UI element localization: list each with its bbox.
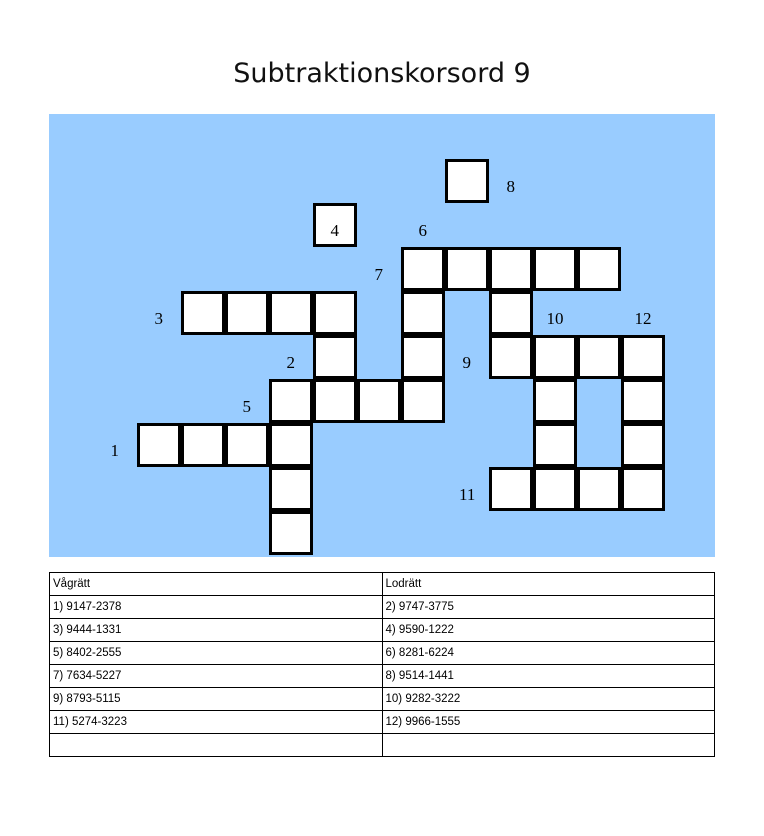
clue-row <box>50 596 715 619</box>
clue-number: 12 <box>634 309 652 328</box>
down-clue <box>382 734 715 757</box>
grid-cell[interactable] <box>401 291 445 335</box>
grid-cell[interactable] <box>269 291 313 335</box>
clue-number: 3 <box>154 309 163 328</box>
clue-number: 5 <box>242 397 251 416</box>
clue-row <box>50 619 715 642</box>
grid-cell[interactable] <box>533 379 577 423</box>
across-clue: 7) 7634-5227 <box>50 665 383 688</box>
grid-cell[interactable] <box>313 335 357 379</box>
grid-cell[interactable] <box>401 247 445 291</box>
grid-cell[interactable] <box>489 247 533 291</box>
grid-cell[interactable] <box>577 335 621 379</box>
grid-cell[interactable] <box>533 247 577 291</box>
grid-cell[interactable] <box>533 335 577 379</box>
grid-cell[interactable] <box>269 423 313 467</box>
grid-cell[interactable] <box>445 247 489 291</box>
grid-cell[interactable] <box>137 423 181 467</box>
grid-cell[interactable] <box>313 291 357 335</box>
clue-row-empty <box>50 734 715 757</box>
down-clue: 2) 9747-3775 <box>382 596 715 619</box>
across-clue: 9) 8793-5115 <box>50 688 383 711</box>
clue-number: 7 <box>374 265 383 284</box>
clue-number: 11 <box>459 485 476 504</box>
grid-cell[interactable] <box>533 467 577 511</box>
grid-cell[interactable] <box>621 467 665 511</box>
down-clue: 4) 9590-1222 <box>382 619 715 642</box>
down-clue: 12) 9966-1555 <box>382 711 715 734</box>
across-clue: 1) 9147-2378 <box>50 596 383 619</box>
grid-cell[interactable] <box>489 335 533 379</box>
grid-cell[interactable] <box>621 379 665 423</box>
grid-cell[interactable] <box>489 467 533 511</box>
grid-cell[interactable] <box>225 291 269 335</box>
down-header: Lodrätt <box>382 573 715 596</box>
clue-number: 1 <box>110 441 119 460</box>
across-clue: 11) 5274-3223 <box>50 711 383 734</box>
clue-row <box>50 642 715 665</box>
clue-number: 8 <box>506 177 515 196</box>
crossword-grid <box>49 114 715 557</box>
grid-cell[interactable] <box>269 379 313 423</box>
clue-row <box>50 711 715 734</box>
grid-cell[interactable] <box>621 335 665 379</box>
down-clue: 8) 9514-1441 <box>382 665 715 688</box>
clue-row <box>50 665 715 688</box>
page-title: Subtraktionskorsord 9 <box>233 58 531 89</box>
grid-cell[interactable] <box>445 159 489 203</box>
grid-cell[interactable] <box>577 247 621 291</box>
across-clue <box>50 734 383 757</box>
grid-cell[interactable] <box>489 291 533 335</box>
grid-cell[interactable] <box>577 467 621 511</box>
clue-number: 4 <box>330 221 339 240</box>
down-clue: 10) 9282-3222 <box>382 688 715 711</box>
across-clue: 3) 9444-1331 <box>50 619 383 642</box>
grid-cell[interactable] <box>401 379 445 423</box>
clue-number: 2 <box>286 353 295 372</box>
clue-table <box>49 572 715 757</box>
grid-cell[interactable] <box>225 423 269 467</box>
across-clue: 5) 8402-2555 <box>50 642 383 665</box>
grid-cell[interactable] <box>533 423 577 467</box>
clue-row <box>50 688 715 711</box>
across-header: Vågrätt <box>50 573 383 596</box>
grid-cell[interactable] <box>269 467 313 511</box>
grid-cell[interactable] <box>357 379 401 423</box>
clue-number: 9 <box>462 353 471 372</box>
grid-cell[interactable] <box>401 335 445 379</box>
grid-cell[interactable] <box>269 511 313 555</box>
clue-header-row <box>50 573 715 596</box>
clue-number: 10 <box>546 309 564 328</box>
grid-cell[interactable] <box>313 379 357 423</box>
grid-cell[interactable] <box>181 423 225 467</box>
clue-number: 6 <box>418 221 427 240</box>
grid-cell[interactable] <box>621 423 665 467</box>
down-clue: 6) 8281-6224 <box>382 642 715 665</box>
grid-cell[interactable] <box>181 291 225 335</box>
